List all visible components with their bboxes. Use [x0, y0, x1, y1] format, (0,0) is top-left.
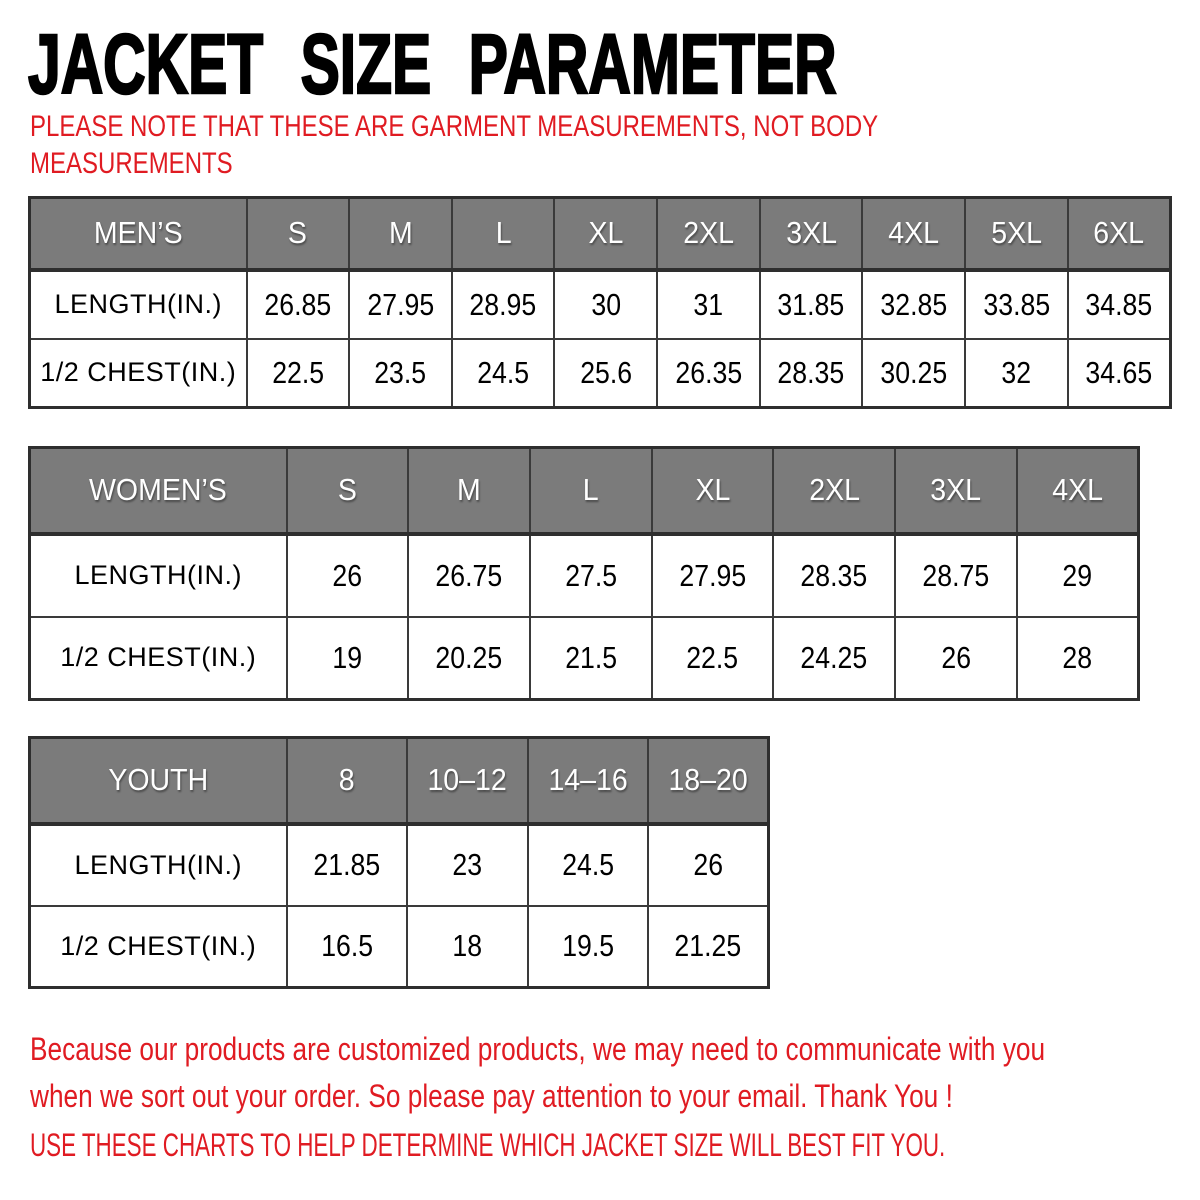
youth-table-title-cell: YOUTH [30, 738, 287, 824]
size-value-cell: 30.25 [862, 339, 965, 408]
mens-table-title-cell: MEN’S [30, 198, 247, 270]
size-header-cell: 4XL [1017, 448, 1139, 534]
size-value-cell: 23 [407, 824, 528, 906]
size-value-cell: 29 [1017, 534, 1139, 617]
size-header-cell: 2XL [773, 448, 895, 534]
size-value-cell: 21.85 [287, 824, 408, 906]
size-header-cell: 8 [287, 738, 408, 824]
size-header-cell: M [408, 448, 530, 534]
mens-chest-row [30, 339, 1171, 408]
size-value-cell: 28.75 [895, 534, 1017, 617]
size-header-cell: L [452, 198, 555, 270]
mens-header-row [30, 198, 1171, 270]
size-header-cell: S [287, 448, 409, 534]
size-value-cell: 34.65 [1068, 339, 1171, 408]
size-value-cell: 26 [287, 534, 409, 617]
youth-length-row [30, 824, 769, 906]
youth-size-table [28, 736, 770, 989]
garment-measurement-note [30, 108, 1090, 182]
size-value-cell: 16.5 [287, 906, 408, 988]
size-value-cell: 28.35 [760, 339, 863, 408]
size-value-cell: 21.5 [530, 617, 652, 700]
size-header-cell: XL [554, 198, 657, 270]
size-header-cell: L [530, 448, 652, 534]
size-value-cell: 28.95 [452, 270, 555, 339]
womens-length-row [30, 534, 1139, 617]
row-label-cell: LENGTH(IN.) [30, 270, 247, 339]
size-value-cell: 21.25 [648, 906, 769, 988]
size-header-cell: 6XL [1068, 198, 1171, 270]
size-value-cell: 24.5 [528, 824, 649, 906]
size-header-cell: S [247, 198, 350, 270]
mens-size-table [28, 196, 1172, 409]
size-value-cell: 32.85 [862, 270, 965, 339]
size-header-cell: 3XL [895, 448, 1017, 534]
size-value-cell: 32 [965, 339, 1068, 408]
size-value-cell: 26.35 [657, 339, 760, 408]
size-value-cell: 27.5 [530, 534, 652, 617]
size-header-cell: XL [652, 448, 774, 534]
mens-length-row [30, 270, 1171, 339]
customization-notice [30, 1026, 1200, 1120]
womens-table-title-cell: WOMEN’S [30, 448, 287, 534]
size-value-cell: 25.6 [554, 339, 657, 408]
note-line-1: PLEASE NOTE THAT THESE ARE GARMENT MEASUREMENTS, NOT BODY [30, 110, 879, 143]
size-value-cell: 22.5 [652, 617, 774, 700]
row-label-cell: 1/2 CHEST(IN.) [30, 906, 287, 988]
notice-line-1: Because our products are customized products, we may need to communicate with you [30, 1031, 1046, 1067]
notice-line-2: when we sort out your order. So please pay attention to your email. Thank You ! [30, 1078, 953, 1114]
size-value-cell: 28 [1017, 617, 1139, 700]
womens-header-row [30, 448, 1139, 534]
size-value-cell: 26 [648, 824, 769, 906]
row-label-cell: LENGTH(IN.) [30, 534, 287, 617]
size-header-cell: 5XL [965, 198, 1068, 270]
youth-header-row [30, 738, 769, 824]
size-value-cell: 27.95 [652, 534, 774, 617]
size-value-cell: 22.5 [247, 339, 350, 408]
size-value-cell: 19 [287, 617, 409, 700]
size-value-cell: 31.85 [760, 270, 863, 339]
size-value-cell: 18 [407, 906, 528, 988]
size-value-cell: 26.85 [247, 270, 350, 339]
size-value-cell: 28.35 [773, 534, 895, 617]
page-title: JACKET SIZE PARAMETER [28, 17, 837, 111]
size-value-cell: 23.5 [349, 339, 452, 408]
size-value-cell: 26 [895, 617, 1017, 700]
size-header-cell: 14–16 [528, 738, 649, 824]
size-value-cell: 19.5 [528, 906, 649, 988]
size-header-cell: M [349, 198, 452, 270]
size-value-cell: 24.5 [452, 339, 555, 408]
womens-size-table [28, 446, 1140, 701]
size-value-cell: 33.85 [965, 270, 1068, 339]
size-header-cell: 3XL [760, 198, 863, 270]
size-header-cell: 2XL [657, 198, 760, 270]
row-label-cell: 1/2 CHEST(IN.) [30, 617, 287, 700]
size-value-cell: 30 [554, 270, 657, 339]
youth-chest-row [30, 906, 769, 988]
size-header-cell: 18–20 [648, 738, 769, 824]
size-value-cell: 31 [657, 270, 760, 339]
row-label-cell: 1/2 CHEST(IN.) [30, 339, 247, 408]
note-line-2: MEASUREMENTS [30, 147, 233, 180]
size-value-cell: 20.25 [408, 617, 530, 700]
size-value-cell: 24.25 [773, 617, 895, 700]
fit-advice-line: USE THESE CHARTS TO HELP DETERMINE WHICH JACKET SIZE WILL BEST FIT YOU. [30, 1127, 946, 1163]
row-label-cell: LENGTH(IN.) [30, 824, 287, 906]
size-value-cell: 34.85 [1068, 270, 1171, 339]
size-value-cell: 27.95 [349, 270, 452, 339]
size-header-cell: 4XL [862, 198, 965, 270]
womens-chest-row [30, 617, 1139, 700]
size-header-cell: 10–12 [407, 738, 528, 824]
size-value-cell: 26.75 [408, 534, 530, 617]
